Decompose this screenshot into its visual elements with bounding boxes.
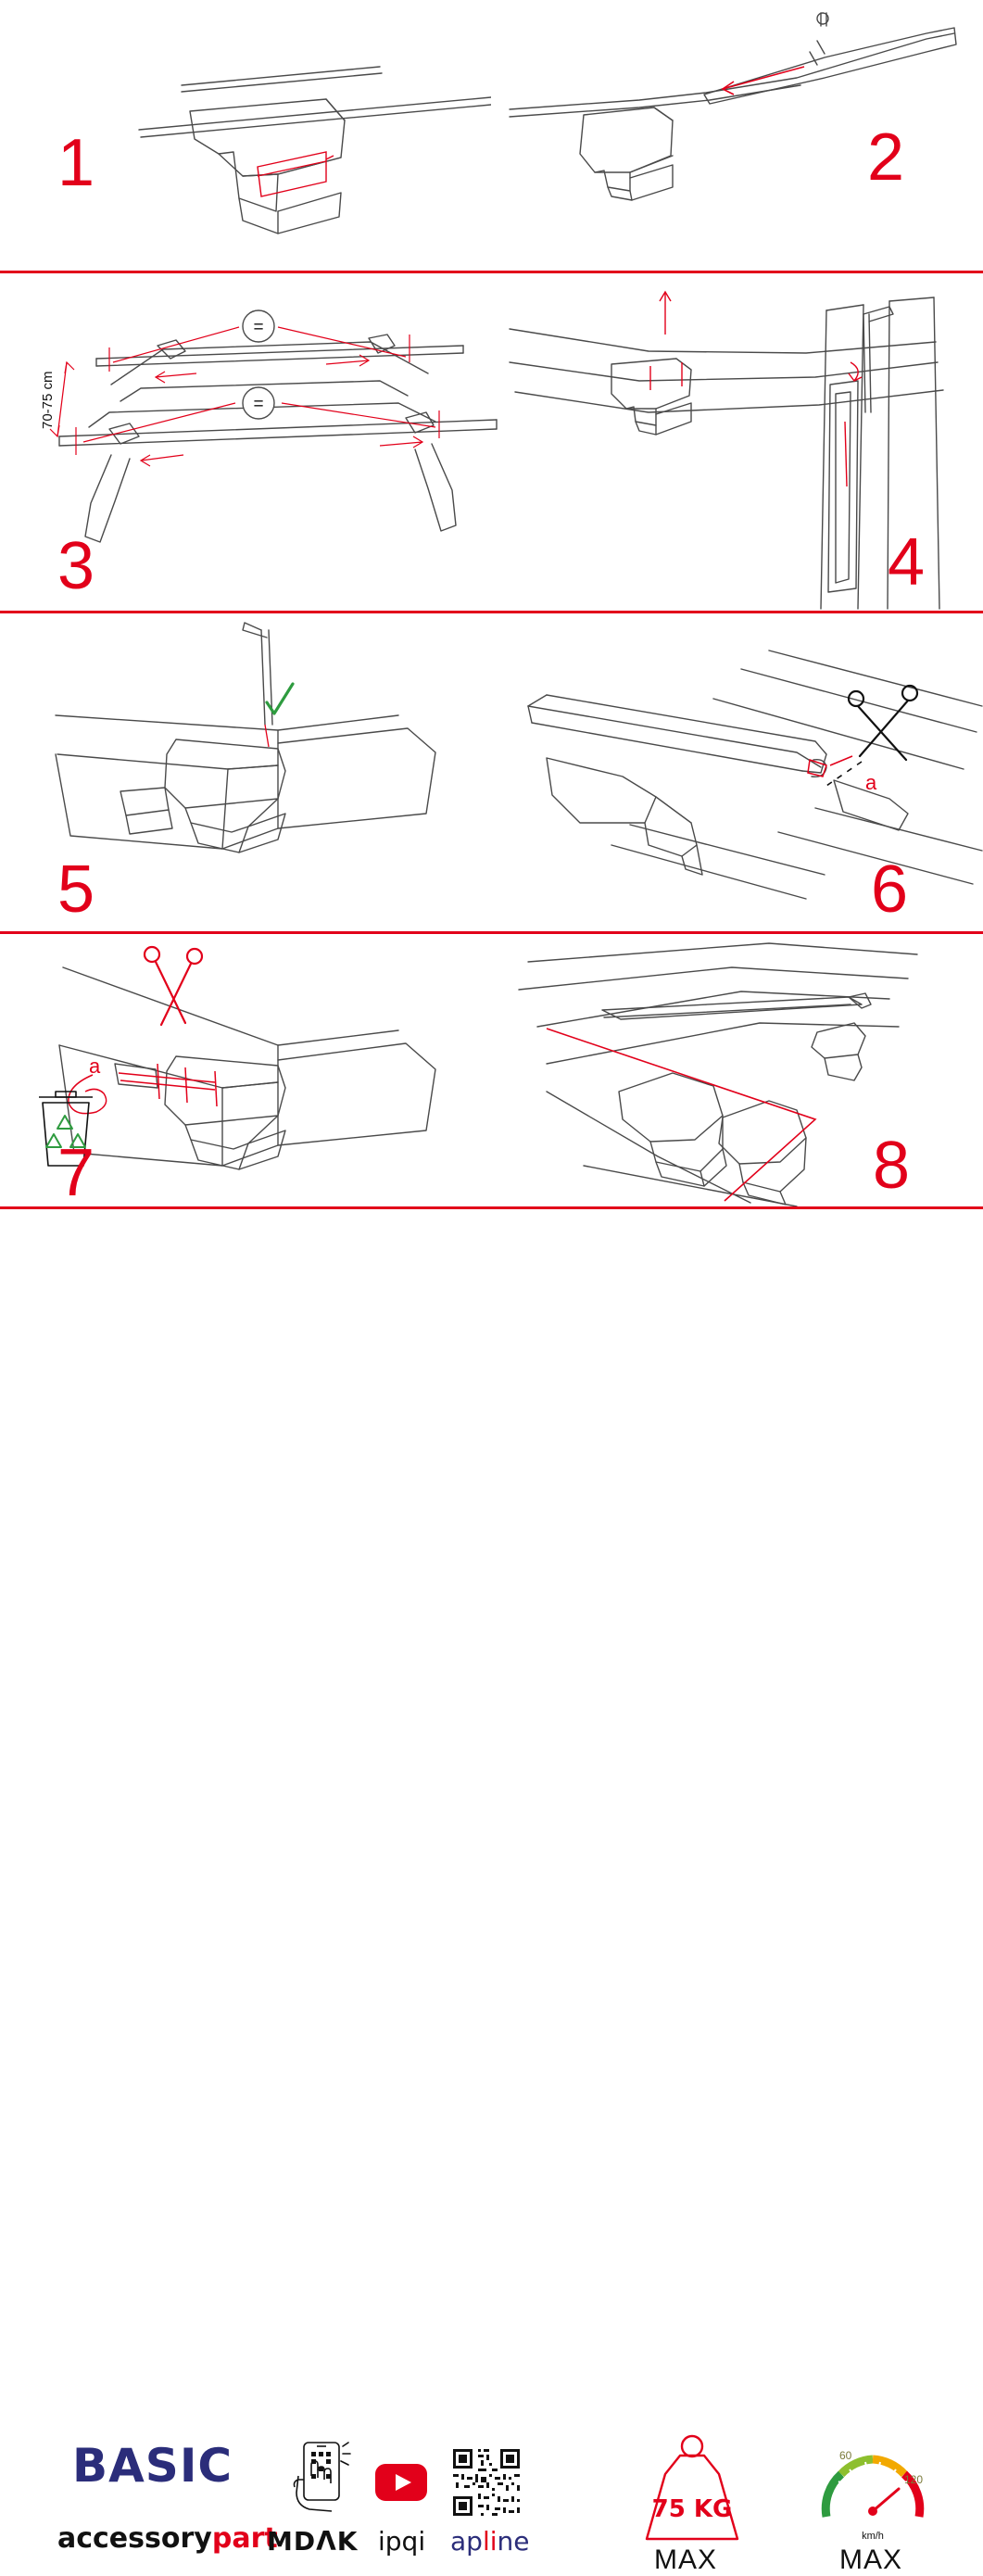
weight-kettlebell-icon [623, 2431, 762, 2552]
step-7-label-a: a [89, 1054, 101, 1078]
speedometer-gauge-icon [808, 2431, 938, 2552]
step-panel-2 [491, 0, 983, 271]
step-6-illustration [491, 613, 983, 931]
step-panel-3 [0, 273, 500, 611]
gauge-tick-high: 120 [904, 2473, 924, 2486]
max-weight-badge [623, 2431, 762, 2575]
qr-code-icon[interactable] [450, 2446, 523, 2523]
brand-li-text: li [482, 2526, 498, 2557]
speed-max-label: MAX [839, 2544, 903, 2575]
brand-mdak-logo: MDΛK [267, 2526, 359, 2557]
brand-ne-text: ne [497, 2526, 530, 2557]
speed-unit-label: km/h [862, 2531, 884, 2542]
step-panel-6 [491, 613, 983, 931]
step-panel-4 [500, 273, 983, 611]
step-panel-7 [0, 934, 491, 1206]
brand-apline-logo [450, 2526, 529, 2557]
step-number-2: 2 [867, 120, 905, 195]
step-number-5: 5 [57, 852, 95, 927]
step-2-illustration [491, 0, 983, 271]
gauge-tick-low: 60 [839, 2449, 852, 2462]
brand-ap-text: ap [450, 2526, 483, 2557]
step-number-6: 6 [871, 852, 909, 927]
brand-accessory-text: accessory [57, 2522, 212, 2555]
step-number-1: 1 [57, 126, 95, 200]
step-number-7: 7 [57, 1136, 95, 1206]
step-panel-5 [0, 613, 491, 931]
max-speed-badge [808, 2431, 938, 2575]
footer-branding [0, 1206, 983, 2575]
brand-part-text: part [211, 2522, 278, 2555]
weight-value: 75 KG [651, 2495, 733, 2523]
step-panel-1 [0, 0, 491, 271]
brand-accessorypart-logo [57, 2522, 278, 2555]
brand-basic-logo: BASIC [72, 2439, 233, 2493]
spacing-dimension-label: 70-75 cm [40, 371, 56, 429]
youtube-play-icon[interactable] [374, 2463, 428, 2507]
step-panel-8 [491, 934, 983, 1206]
step-number-3: 3 [57, 529, 95, 603]
equal-marker-bottom: = [253, 395, 264, 414]
step-number-4: 4 [888, 525, 926, 600]
step-6-label-a: a [865, 771, 877, 794]
equal-marker-top: = [253, 318, 264, 337]
hand-holding-phone-qr-icon [289, 2439, 354, 2519]
step-number-8: 8 [873, 1129, 911, 1203]
weight-max-label: MAX [654, 2544, 718, 2575]
brand-ipqi-logo: ipqi [378, 2526, 426, 2557]
